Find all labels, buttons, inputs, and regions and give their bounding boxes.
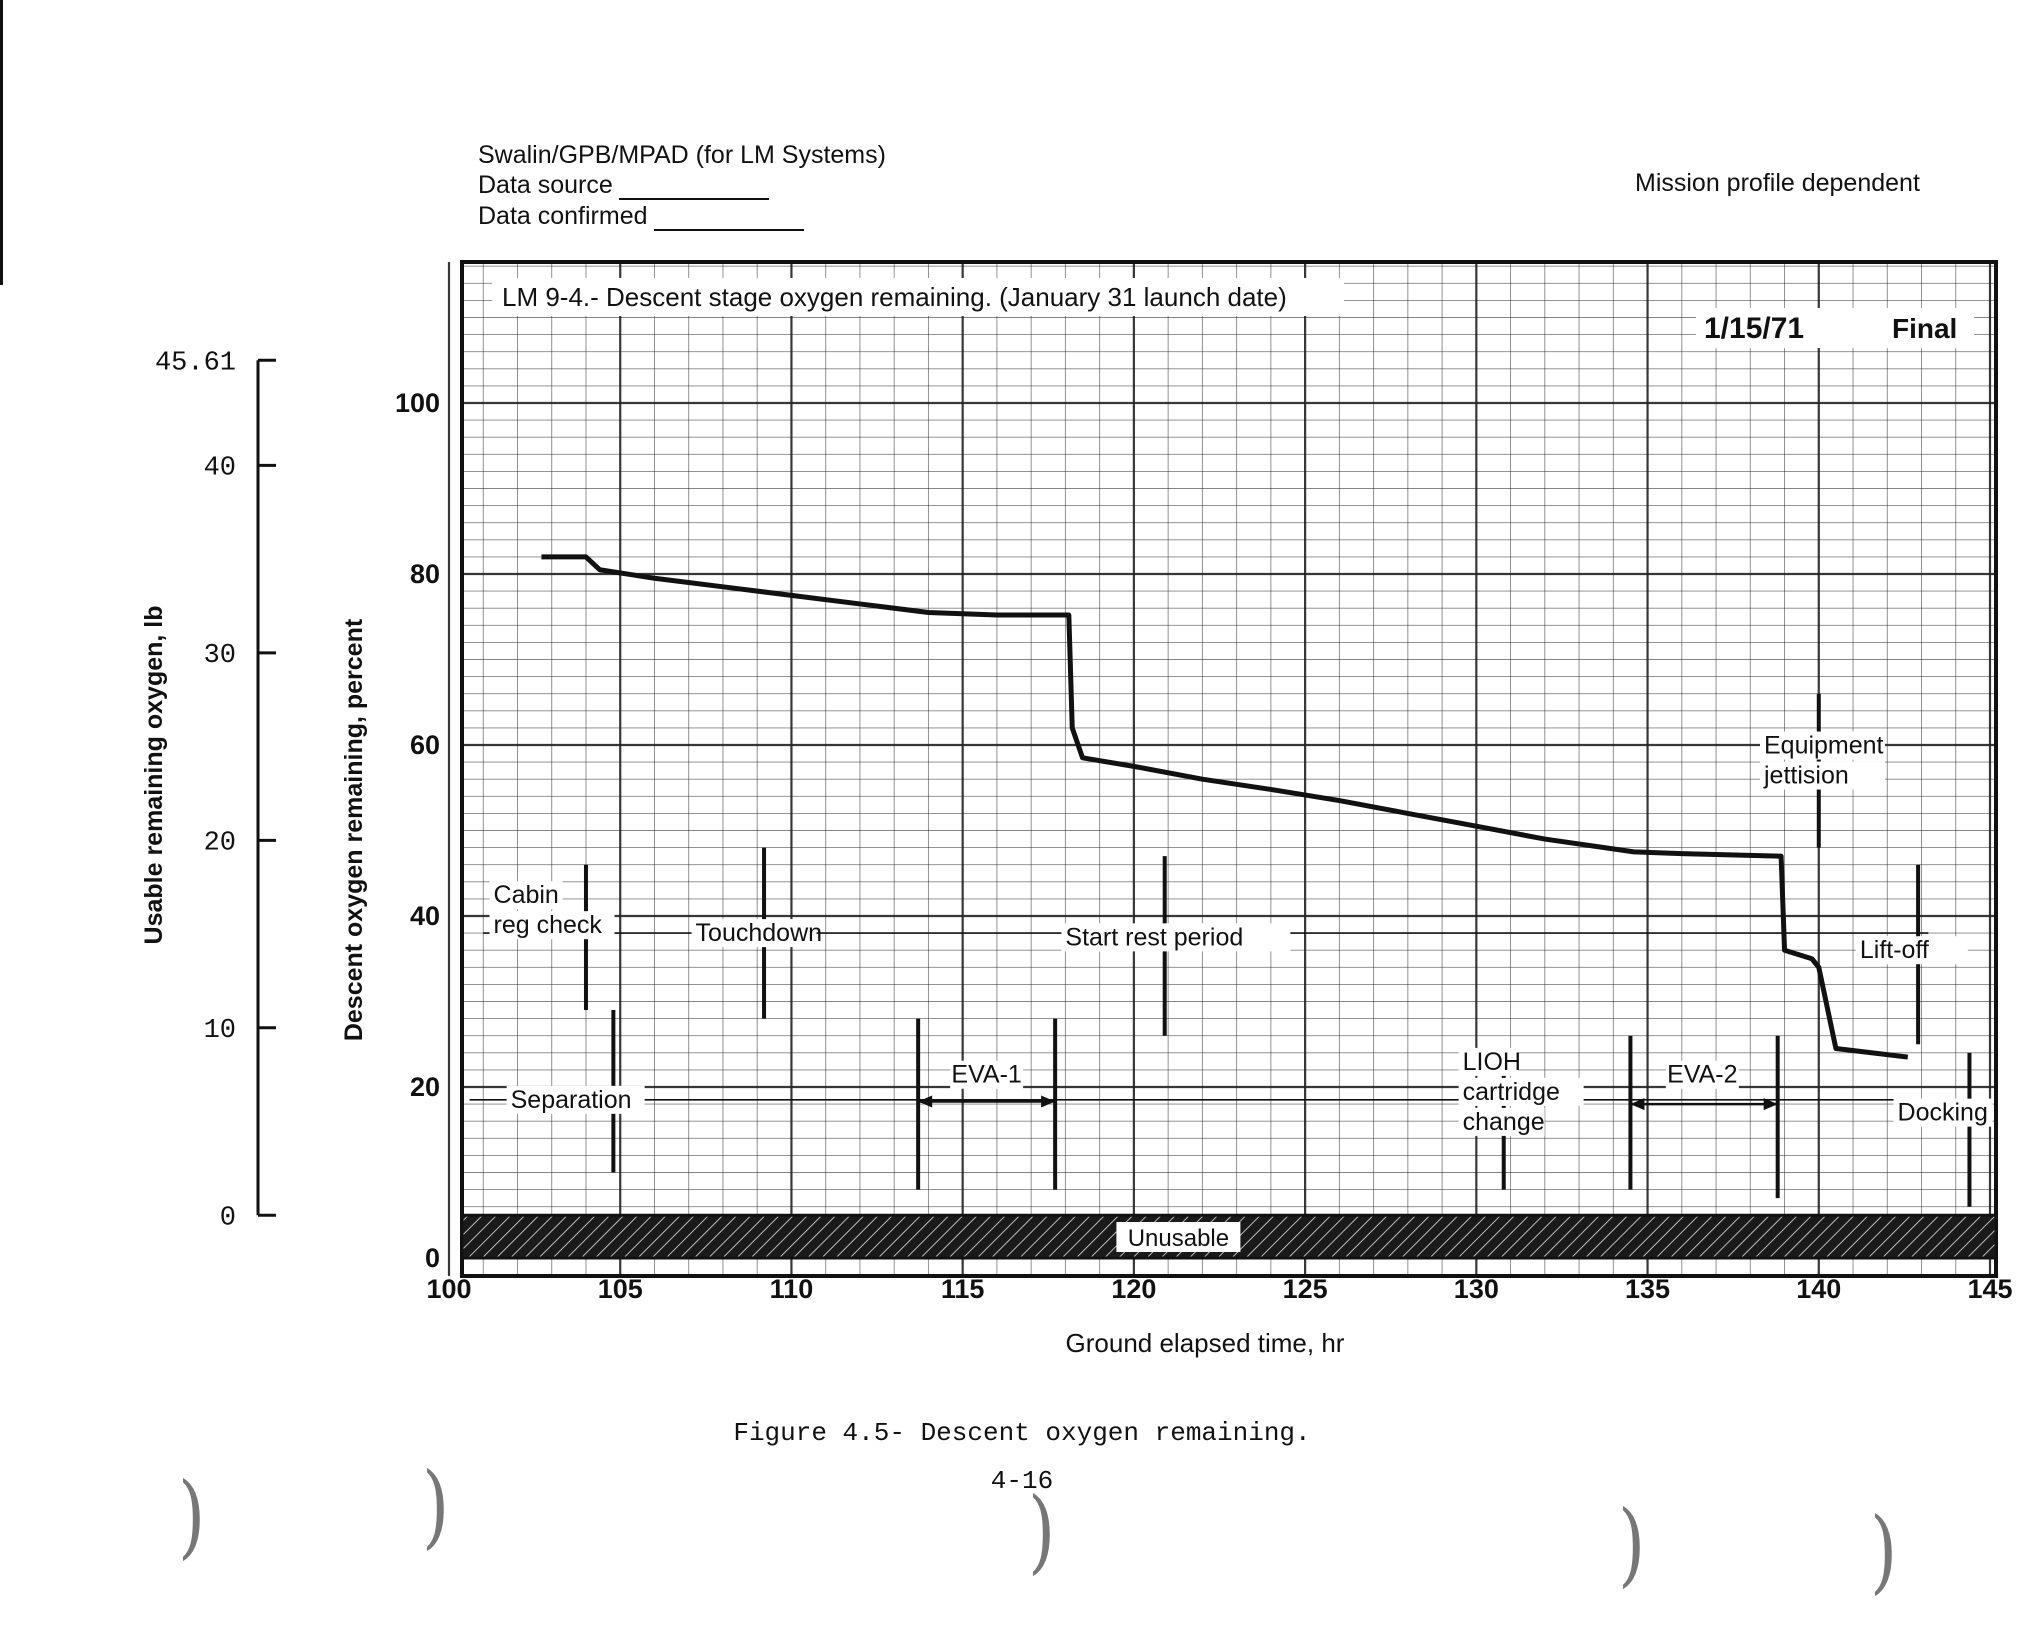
y2-tick-label: 10 bbox=[203, 1015, 236, 1046]
data-confirmed-label: Data confirmed bbox=[478, 202, 648, 230]
stamp-status: Final bbox=[1892, 313, 1958, 344]
event-label-text: Separation bbox=[510, 1085, 632, 1114]
figure-caption: Figure 4.5- Descent oxygen remaining. bbox=[733, 1418, 1311, 1448]
y2-tick-label: 20 bbox=[203, 828, 236, 859]
event-label-text: Cabin bbox=[493, 881, 559, 910]
event-label bbox=[950, 1061, 1023, 1089]
x-tick-labels bbox=[426, 1274, 2012, 1304]
event-label-text: cartridge bbox=[1462, 1077, 1560, 1106]
event-label bbox=[1459, 1048, 1584, 1136]
y2-tick-label: 0 bbox=[219, 1203, 236, 1234]
event-label bbox=[1894, 1099, 1993, 1127]
x-tick-label: 110 bbox=[769, 1274, 814, 1304]
chart-title: LM 9-4.- Descent stage oxygen remaining. (January 31 launch date) bbox=[502, 282, 1287, 312]
y-tick-labels bbox=[395, 388, 440, 1273]
event-label bbox=[507, 1086, 645, 1114]
y2-tick-label: 45.61 bbox=[154, 348, 236, 379]
x-tick-label: 140 bbox=[1796, 1274, 1842, 1304]
stamp-date: 1/15/71 bbox=[1704, 312, 1805, 345]
chart-title-box bbox=[492, 278, 1344, 316]
x-tick-label: 105 bbox=[597, 1274, 643, 1304]
event-label-text: EVA-2 bbox=[1667, 1060, 1738, 1089]
event-label-text: jettision bbox=[1763, 761, 1849, 790]
x-tick-label: 100 bbox=[426, 1274, 472, 1304]
secondary-y-axis bbox=[155, 348, 276, 1233]
scan-mark: ) bbox=[422, 1452, 450, 1560]
event-label bbox=[1061, 923, 1290, 951]
event-label-text: Docking bbox=[1897, 1098, 1988, 1127]
event-label-text: change bbox=[1462, 1107, 1545, 1136]
eva-arrowhead bbox=[1041, 1096, 1055, 1108]
x-tick-label: 125 bbox=[1282, 1274, 1328, 1304]
y-axis-label: Descent oxygen remaining, percent bbox=[340, 618, 368, 1042]
unusable-label: Unusable bbox=[1127, 1225, 1230, 1252]
data-source-label: Data source bbox=[478, 171, 613, 199]
scan-mark: ) bbox=[178, 1462, 206, 1570]
x-axis-label: Ground elapsed time, hr bbox=[1065, 1328, 1345, 1358]
x-tick-label: 115 bbox=[940, 1274, 985, 1304]
header-line1: Swalin/GPB/MPAD (for LM Systems) bbox=[478, 141, 886, 169]
scan-mark: ) bbox=[1618, 1490, 1646, 1598]
page-number: 4-16 bbox=[990, 1466, 1054, 1496]
x-tick-label: 135 bbox=[1625, 1274, 1671, 1304]
stamp-box bbox=[1696, 308, 1974, 348]
y-tick-label: 60 bbox=[409, 730, 440, 760]
y2-tick-label: 30 bbox=[203, 640, 236, 671]
event-label-text: Start rest period bbox=[1065, 923, 1244, 952]
mission-profile-note: Mission profile dependent bbox=[1635, 169, 1920, 197]
y-tick-label: 0 bbox=[424, 1243, 440, 1273]
y-tick-label: 40 bbox=[409, 901, 440, 931]
x-tick-label: 130 bbox=[1453, 1274, 1499, 1304]
event-label-text: Lift-off bbox=[1859, 936, 1929, 965]
y-tick-label: 80 bbox=[409, 559, 440, 589]
eva-arrowhead bbox=[918, 1096, 932, 1108]
event-label-text: Equipment bbox=[1763, 731, 1884, 760]
x-tick-label: 120 bbox=[1111, 1274, 1157, 1304]
event-label bbox=[1666, 1061, 1739, 1089]
event-label-text: LIOH bbox=[1462, 1047, 1521, 1076]
x-tick-label: 145 bbox=[1967, 1274, 2013, 1304]
scan-mark: ) bbox=[1870, 1497, 1898, 1605]
event-label bbox=[1856, 936, 1968, 964]
y-tick-label: 100 bbox=[394, 388, 440, 418]
event-label bbox=[692, 919, 822, 947]
scan-mark: ) bbox=[1028, 1477, 1056, 1585]
event-label bbox=[1760, 732, 1885, 790]
y2-tick-label: 40 bbox=[203, 453, 236, 484]
event-label-text: EVA-1 bbox=[951, 1060, 1022, 1089]
event-label-text: Touchdown bbox=[695, 919, 823, 948]
y2-axis-label: Usable remaining oxygen, lb bbox=[140, 605, 168, 945]
y-tick-label: 20 bbox=[409, 1072, 440, 1102]
event-label-text: reg check bbox=[493, 911, 602, 940]
oxygen-series-line bbox=[541, 557, 1907, 1057]
